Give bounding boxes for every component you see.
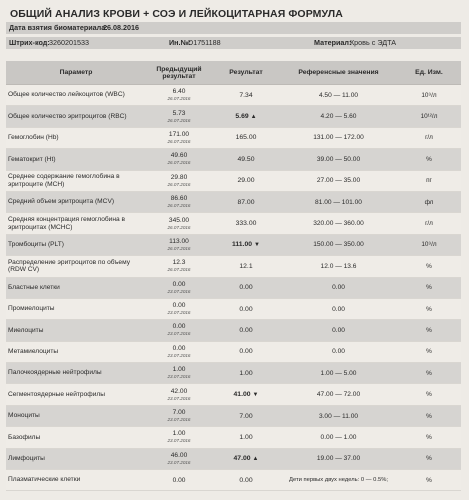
table-row bbox=[6, 470, 461, 491]
result-number: 111.00 bbox=[232, 241, 253, 249]
table-row bbox=[6, 448, 461, 469]
result-number: 333.00 bbox=[235, 220, 257, 228]
unit: % bbox=[397, 341, 461, 362]
prev-value: 0.00 bbox=[172, 476, 186, 484]
param-name: Плазматические клетки bbox=[6, 470, 146, 491]
result-value bbox=[212, 256, 280, 277]
prev-date: 26.07.2016 bbox=[167, 245, 191, 251]
meta-row-date bbox=[6, 22, 461, 34]
prev-result bbox=[146, 341, 212, 362]
unit: 10⁹/л bbox=[397, 85, 461, 106]
param-name: Средний объем эритроцита (MCV) bbox=[6, 191, 146, 212]
param-name: Среднее содержание гемоглобина в эритроците (MCH) bbox=[6, 170, 146, 191]
material-value: Кровь с ЭДТА bbox=[350, 38, 397, 47]
result-number: 5.69 bbox=[235, 113, 249, 121]
unit: % bbox=[397, 427, 461, 448]
result-value bbox=[212, 320, 280, 341]
prev-result bbox=[146, 384, 212, 405]
reference-range bbox=[280, 85, 397, 106]
barcode-value: 3260201533 bbox=[49, 38, 89, 47]
reference-text: 27.00 — 35.00 bbox=[316, 177, 361, 185]
reference-text: 4.50 — 11.00 bbox=[318, 91, 359, 99]
inv-label: Ин.№: bbox=[169, 38, 191, 47]
reference-text: 0.00 bbox=[332, 348, 345, 356]
result-value bbox=[212, 213, 280, 234]
prev-date: 26.07.2016 bbox=[167, 96, 191, 102]
unit: 10⁹/л bbox=[397, 234, 461, 255]
result-number: 1.00 bbox=[239, 433, 253, 441]
result-value bbox=[212, 191, 280, 212]
prev-value: 12.3 bbox=[172, 259, 186, 267]
prev-value: 345.00 bbox=[168, 216, 190, 224]
prev-date: 26.07.2016 bbox=[167, 160, 191, 166]
reference-range bbox=[280, 470, 397, 491]
reference-range bbox=[280, 405, 397, 426]
result-number: 0.00 bbox=[239, 326, 253, 334]
reference-range bbox=[280, 384, 397, 405]
unit: % bbox=[397, 320, 461, 341]
param-name: Гемоглобин (Hb) bbox=[6, 127, 146, 148]
reference-text: 0.00 bbox=[332, 284, 345, 292]
prev-result bbox=[146, 277, 212, 298]
reference-text: 47.00 — 72.00 bbox=[316, 391, 361, 399]
reference-range bbox=[280, 427, 397, 448]
arrow-down-icon: ▼ bbox=[252, 392, 259, 399]
prev-date: 23.07.2016 bbox=[167, 331, 191, 337]
result-number: 0.00 bbox=[239, 305, 253, 313]
prev-result bbox=[146, 106, 212, 127]
reference-text: 1.00 — 5.00 bbox=[320, 369, 357, 377]
reference-range bbox=[280, 256, 397, 277]
unit: % bbox=[397, 448, 461, 469]
param-name: Моноциты bbox=[6, 405, 146, 426]
reference-range bbox=[280, 277, 397, 298]
prev-date: 26.07.2016 bbox=[167, 224, 191, 230]
result-value bbox=[212, 363, 280, 384]
prev-date: 23.07.2016 bbox=[167, 438, 191, 444]
prev-value: 42.00 bbox=[170, 387, 188, 395]
reference-text: 0.00 bbox=[332, 326, 345, 334]
result-number: 1.00 bbox=[239, 369, 253, 377]
result-value bbox=[212, 341, 280, 362]
prev-date: 23.07.2016 bbox=[167, 310, 191, 316]
prev-date: 26.07.2016 bbox=[167, 117, 191, 123]
arrow-down-icon: ▼ bbox=[254, 242, 260, 249]
result-value bbox=[212, 298, 280, 319]
prev-date: 23.07.2016 bbox=[167, 352, 191, 358]
reference-text: 320.00 — 360.00 bbox=[313, 220, 364, 228]
prev-result bbox=[146, 448, 212, 469]
prev-value: 49.60 bbox=[170, 152, 188, 160]
unit: % bbox=[397, 256, 461, 277]
prev-value: 1.00 bbox=[172, 430, 186, 438]
reference-text: 19.00 — 37.00 bbox=[316, 455, 361, 463]
table-row bbox=[6, 256, 461, 277]
prev-value: 0.00 bbox=[172, 344, 186, 352]
unit: г/л bbox=[397, 127, 461, 148]
reference-range bbox=[280, 320, 397, 341]
arrow-up-icon: ▲ bbox=[250, 114, 257, 121]
result-value bbox=[212, 106, 280, 127]
prev-date: 23.07.2016 bbox=[167, 288, 191, 294]
reference-range bbox=[280, 448, 397, 469]
table-row bbox=[6, 85, 461, 106]
result-number: 29.00 bbox=[237, 177, 255, 185]
table-row bbox=[6, 149, 461, 170]
reference-range bbox=[280, 363, 397, 384]
reference-text: Дети первых двух недель: 0 — 0.5%; bbox=[289, 476, 388, 483]
table-row bbox=[6, 213, 461, 234]
table-row bbox=[6, 127, 461, 148]
result-number: 0.00 bbox=[239, 284, 253, 292]
table-row bbox=[6, 191, 461, 212]
unit: % bbox=[397, 298, 461, 319]
prev-value: 1.00 bbox=[172, 366, 186, 374]
prev-result bbox=[146, 470, 212, 491]
table-row bbox=[6, 298, 461, 319]
table-row bbox=[6, 234, 461, 255]
unit: % bbox=[397, 405, 461, 426]
result-number: 49.50 bbox=[237, 155, 255, 163]
reference-range bbox=[280, 106, 397, 127]
table-row bbox=[6, 106, 461, 127]
prev-result bbox=[146, 320, 212, 341]
reference-range bbox=[280, 127, 397, 148]
table-row bbox=[6, 277, 461, 298]
header-prev: Предыдущий результат bbox=[146, 61, 212, 85]
prev-result bbox=[146, 405, 212, 426]
result-value bbox=[212, 234, 280, 255]
reference-text: 131.00 — 172.00 bbox=[313, 134, 364, 142]
unit: г/л bbox=[397, 213, 461, 234]
meta-row-ids bbox=[6, 37, 461, 49]
reference-text: 81.00 — 101.00 bbox=[315, 198, 362, 206]
result-value bbox=[212, 470, 280, 491]
reference-text: 4.20 — 5.60 bbox=[320, 113, 357, 121]
prev-value: 29.80 bbox=[170, 173, 188, 181]
result-value bbox=[212, 405, 280, 426]
results-table bbox=[6, 61, 461, 491]
prev-date: 23.07.2016 bbox=[167, 417, 191, 423]
result-number: 165.00 bbox=[235, 134, 257, 142]
result-number: 12.1 bbox=[239, 262, 253, 270]
param-name: Средняя концентрация гемоглобина в эритроцитах (MCHC) bbox=[6, 213, 146, 234]
prev-date: 26.07.2016 bbox=[167, 181, 191, 187]
table-row bbox=[6, 384, 461, 405]
prev-value: 171.00 bbox=[168, 130, 190, 138]
unit: 10¹²/л bbox=[397, 106, 461, 127]
prev-result bbox=[146, 191, 212, 212]
prev-date: 26.07.2016 bbox=[167, 267, 191, 273]
unit: пг bbox=[397, 170, 461, 191]
result-number: 7.34 bbox=[239, 91, 253, 99]
prev-date: 26.07.2016 bbox=[167, 203, 191, 209]
date-label: Дата взятия биоматериала: bbox=[9, 23, 108, 32]
barcode-label: Штрих-код: bbox=[9, 38, 50, 47]
reference-text: 0.00 bbox=[332, 305, 345, 313]
prev-result bbox=[146, 298, 212, 319]
unit: % bbox=[397, 384, 461, 405]
prev-value: 0.00 bbox=[172, 302, 186, 310]
reference-range bbox=[280, 298, 397, 319]
reference-text: 0.00 — 1.00 bbox=[320, 433, 357, 441]
unit: % bbox=[397, 149, 461, 170]
param-name: Метамиелоциты bbox=[6, 341, 146, 362]
prev-result bbox=[146, 213, 212, 234]
unit: % bbox=[397, 470, 461, 491]
param-name: Общее количество лейкоцитов (WBC) bbox=[6, 85, 146, 106]
prev-value: 86.60 bbox=[170, 195, 188, 203]
prev-value: 0.00 bbox=[172, 323, 186, 331]
reference-text: 3.00 — 11.00 bbox=[318, 412, 359, 420]
unit: % bbox=[397, 277, 461, 298]
result-value bbox=[212, 85, 280, 106]
result-value bbox=[212, 277, 280, 298]
report-title: ОБЩИЙ АНАЛИЗ КРОВИ + СОЭ И ЛЕЙКОЦИТАРНАЯ ФОРМУЛА bbox=[10, 8, 343, 20]
table-row bbox=[6, 363, 461, 384]
result-value bbox=[212, 448, 280, 469]
prev-value: 7.00 bbox=[172, 409, 186, 417]
unit: фл bbox=[397, 191, 461, 212]
table-header-row bbox=[6, 61, 461, 85]
table-row bbox=[6, 170, 461, 191]
header-param: Параметр bbox=[6, 61, 146, 85]
inv-value: D1751188 bbox=[188, 38, 221, 47]
date-value: 26.08.2016 bbox=[103, 23, 139, 32]
prev-value: 0.00 bbox=[172, 280, 186, 288]
result-value bbox=[212, 170, 280, 191]
result-value bbox=[212, 149, 280, 170]
result-number: 47.00 bbox=[233, 455, 251, 463]
reference-range bbox=[280, 341, 397, 362]
table-row bbox=[6, 405, 461, 426]
prev-value: 5.73 bbox=[172, 109, 186, 117]
param-name: Общее количество эритроцитов (RBC) bbox=[6, 106, 146, 127]
prev-result bbox=[146, 170, 212, 191]
param-name: Палочкоядерные нейтрофилы bbox=[6, 363, 146, 384]
arrow-up-icon: ▲ bbox=[252, 456, 259, 463]
result-number: 0.00 bbox=[239, 476, 253, 484]
param-name: Миелоциты bbox=[6, 320, 146, 341]
table-row bbox=[6, 427, 461, 448]
param-name: Гематокрит (Ht) bbox=[6, 149, 146, 170]
prev-date: 26.07.2016 bbox=[167, 138, 191, 144]
result-number: 41.00 bbox=[233, 391, 251, 399]
param-name: Распределение эритроцитов по объему (RDW CV) bbox=[6, 256, 146, 277]
prev-date: 23.07.2016 bbox=[167, 395, 191, 401]
result-number: 7.00 bbox=[239, 412, 253, 420]
prev-result bbox=[146, 234, 212, 255]
reference-range bbox=[280, 149, 397, 170]
reference-text: 12.0 — 13.6 bbox=[320, 262, 357, 270]
prev-result bbox=[146, 427, 212, 448]
reference-range bbox=[280, 191, 397, 212]
result-value bbox=[212, 427, 280, 448]
material-label: Материал: bbox=[314, 38, 352, 47]
header-result: Результат bbox=[212, 61, 280, 85]
prev-value: 113.00 bbox=[169, 237, 189, 245]
result-number: 0.00 bbox=[239, 348, 253, 356]
prev-result bbox=[146, 127, 212, 148]
prev-value: 6.40 bbox=[172, 88, 186, 96]
prev-date: 23.07.2016 bbox=[167, 459, 191, 465]
param-name: Лимфоциты bbox=[6, 448, 146, 469]
reference-text: 39.00 — 50.00 bbox=[316, 155, 361, 163]
table-row bbox=[6, 320, 461, 341]
prev-result bbox=[146, 256, 212, 277]
prev-result bbox=[146, 85, 212, 106]
prev-result bbox=[146, 149, 212, 170]
prev-date: 23.07.2016 bbox=[167, 374, 191, 380]
table-body bbox=[6, 85, 461, 491]
param-name: Сегментоядерные нейтрофилы bbox=[6, 384, 146, 405]
param-name: Тромбоциты (PLT) bbox=[6, 234, 146, 255]
reference-text: 150.00 — 350.00 bbox=[313, 241, 364, 249]
prev-result bbox=[146, 363, 212, 384]
result-value bbox=[212, 384, 280, 405]
table-row bbox=[6, 341, 461, 362]
reference-range bbox=[280, 234, 397, 255]
prev-value: 46.00 bbox=[170, 451, 188, 459]
param-name: Базофилы bbox=[6, 427, 146, 448]
reference-range bbox=[280, 213, 397, 234]
unit: % bbox=[397, 363, 461, 384]
result-value bbox=[212, 127, 280, 148]
result-number: 87.00 bbox=[237, 198, 255, 206]
param-name: Промиелоциты bbox=[6, 298, 146, 319]
param-name: Бластные клетки bbox=[6, 277, 146, 298]
header-unit: Ед. Изм. bbox=[397, 61, 461, 85]
reference-range bbox=[280, 170, 397, 191]
header-ref: Референсные значения bbox=[280, 61, 397, 85]
